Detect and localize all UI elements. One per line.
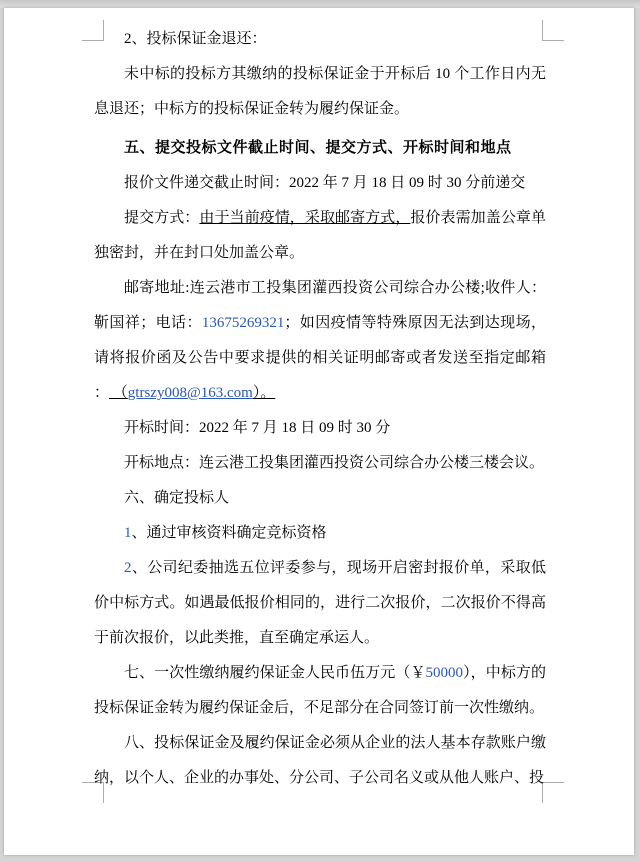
underlined-text: ）。 [252, 385, 276, 401]
para-bid-opening-place[interactable] [94, 446, 546, 481]
text-run: 、公司纪委抽选五位评委参与，现场开启密封报价单，采取低价中标方式。如遇最低报价相同的，进行二次报价，二次报价不得高于前次报价，以此类推，直至确定承运人。 [94, 560, 546, 646]
text-run: 开标地点：连云港工投集团灌西投资公司综合办公楼三楼会议。 [124, 455, 545, 471]
item-number: 1 [124, 525, 132, 541]
document-page[interactable] [4, 8, 634, 855]
text-run: 八、投标保证金及履约保证金必须从企业的法人基本存款账户缴纳，以个人、企业的办事处、分公司、子公司名义或从他人账户、投 [94, 735, 546, 786]
heading-text: 五、提交投标文件截止时间、提交方式、开标时间和地点 [124, 140, 512, 156]
email-address: gtrszy008@163.com [127, 385, 253, 401]
phone-number: 13675269321 [201, 315, 285, 331]
text-run: 报价文件递交截止时间：2022 年 7 月 18 日 09 时 30 分前递交 [124, 175, 526, 191]
para-submission-method[interactable] [94, 201, 546, 271]
text-run: 报价表需加盖公章单独密封，并在封口处加盖公章。 [94, 210, 546, 261]
para-section-7-performance-bond[interactable] [94, 656, 546, 726]
text-run: 提交方式： [124, 210, 200, 226]
text-run: 开标时间：2022 年 7 月 18 日 09 时 30 分 [124, 420, 391, 436]
para-section-8-payment-account[interactable] [94, 726, 546, 796]
underlined-text: 由于当前疫情，采取邮寄方式， [199, 210, 411, 226]
heading-section-5-submission[interactable] [94, 131, 546, 166]
text-run: ；如因疫情等特殊原因无法到达现场，请将报价函及公告中要求提供的相关证明邮寄或者发送至指定邮箱 ： [94, 315, 546, 401]
para-bid-opening-time[interactable] [94, 411, 546, 446]
para-quote-deadline[interactable] [94, 166, 546, 201]
text-run: 邮寄地址:连云港市工投集团灌西投资公司综合办公楼;收件人：靳国祥；电话： [94, 280, 546, 331]
para-item-2-evaluation[interactable] [94, 551, 546, 656]
amount-number: 50000 [425, 665, 464, 681]
text-run: 未中标的投标方其缴纳的投标保证金于开标后 10 个工作日内无息退还；中标方的投标保证金转为履约保证金。 [94, 66, 546, 117]
document-body[interactable] [94, 22, 546, 796]
underlined-text: （ [109, 385, 128, 401]
para-bid-deposit-refund-body[interactable] [94, 57, 546, 127]
para-item-1-qualification[interactable] [94, 516, 546, 551]
text-run: 六、确定投标人 [124, 490, 230, 506]
text-run: 、通过审核资料确定竞标资格 [131, 525, 327, 541]
para-mailing-address[interactable] [94, 271, 546, 411]
text-run: ），中标方的投标保证金转为履约保证金后，不足部分在合同签订前一次性缴纳。 [94, 665, 546, 716]
text-run: 2、投标保证金退还： [124, 31, 267, 47]
text-run: 七、一次性缴纳履约保证金人民币伍万元（￥ [124, 665, 426, 681]
heading-section-6-determine-bidder[interactable] [94, 481, 546, 516]
para-bid-deposit-refund-title[interactable] [94, 22, 546, 57]
item-number: 2 [124, 560, 132, 576]
